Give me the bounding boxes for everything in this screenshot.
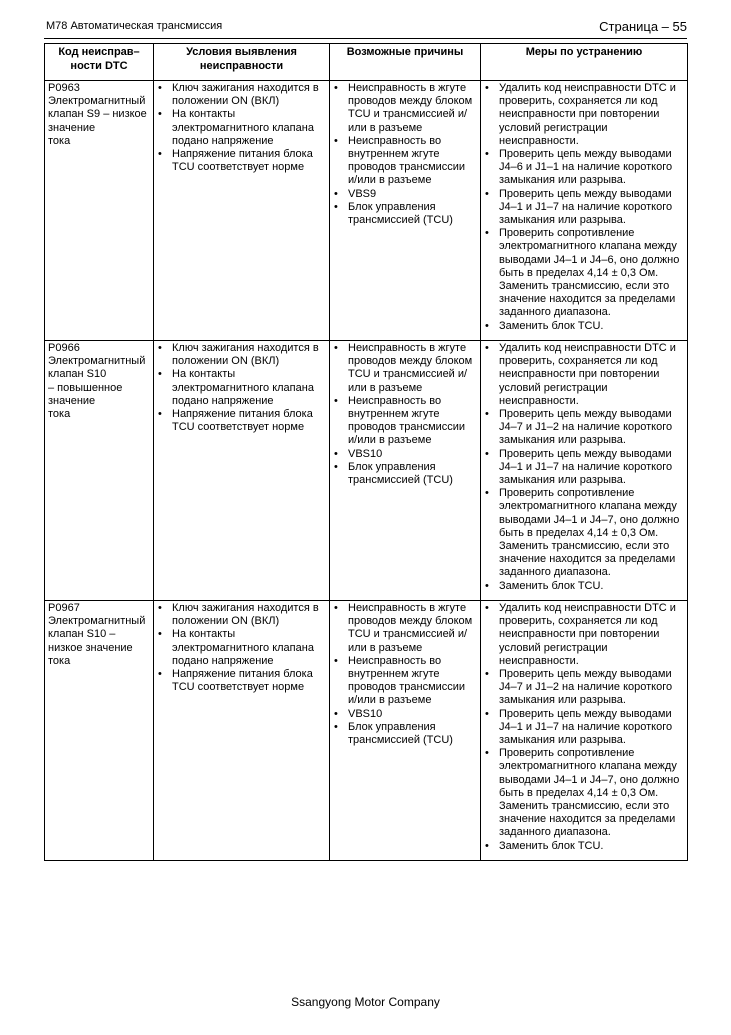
conditions-cell: [154, 601, 330, 861]
dtc-code-text: P0966 Электромагнитный клапан S10 – повышенное значение тока: [48, 342, 146, 421]
dtc-code-cell: [45, 81, 154, 341]
table-row: [45, 601, 688, 861]
condition-item: • Ключ зажигания находится в положении ON (ВКЛ): [157, 82, 326, 108]
action-item: • Удалить код неисправности DTC и проверить, сохраняется ли код неисправности при повторении условий регистрации неисправности.: [484, 602, 684, 668]
causes-list: [333, 342, 477, 487]
action-item: • Проверить цепь между выводами J4–6 и J1–1 на наличие короткого замыкания или разрыва.: [484, 148, 684, 188]
column-header-conditions-line: Условия выявления: [186, 46, 297, 58]
actions-cell: [481, 601, 688, 861]
action-item: • Проверить цепь между выводами J4–7 и J1–2 на наличие короткого замыкания или разрыва.: [484, 408, 684, 448]
action-item: • Удалить код неисправности DTC и проверить, сохраняется ли код неисправности при повторении условий регистрации неисправности.: [484, 342, 684, 408]
actions-list: [484, 82, 684, 333]
cause-item: • Неисправность во внутреннем жгуте проводов трансмиссии и/или в разъеме: [333, 395, 477, 448]
action-item: • Проверить сопротивление электромагнитного клапана между выводами J4–1 и J4–7, оно должно быть в пределах 4,14 ± 0,3 Ом. Заменить трансмиссию, если это значение находится за пределами заданного диапазона.: [484, 747, 684, 839]
column-header-conditions-line: неисправности: [199, 60, 284, 72]
column-header-conditions: [154, 44, 330, 81]
document-title: M78 Автоматическая трансмиссия: [46, 20, 223, 32]
action-item: • Проверить цепь между выводами J4–7 и J1–2 на наличие короткого замыкания или разрыва.: [484, 668, 684, 708]
causes-cell: [330, 341, 481, 601]
column-header-code-line: Код неисправ–: [58, 46, 140, 58]
action-item: • Проверить сопротивление электромагнитного клапана между выводами J4–1 и J4–7, оно должно быть в пределах 4,14 ± 0,3 Ом. Заменить трансмиссию, если это значение находится за пределами заданного диапазона.: [484, 487, 684, 579]
cause-item: • Блок управления трансмиссией (TCU): [333, 721, 477, 747]
actions-list: [484, 342, 684, 593]
conditions-list: [157, 82, 326, 174]
condition-item: • Напряжение питания блока TCU соответствует норме: [157, 668, 326, 694]
cause-item: • Неисправность во внутреннем жгуте проводов трансмиссии и/или в разъеме: [333, 135, 477, 188]
action-item: • Заменить блок TCU.: [484, 840, 684, 853]
condition-item: • На контакты электромагнитного клапана подано напряжение: [157, 628, 326, 668]
dtc-code-text: P0963 Электромагнитный клапан S9 – низкое значение тока: [48, 82, 147, 147]
conditions-list: [157, 602, 326, 694]
footer-company: Ssangyong Motor Company: [291, 995, 440, 1009]
dtc-code-cell: [45, 601, 154, 861]
causes-cell: [330, 601, 481, 861]
condition-item: • На контакты электромагнитного клапана подано напряжение: [157, 368, 326, 408]
causes-list: [333, 82, 477, 227]
causes-list: [333, 602, 477, 747]
cause-item: • Неисправность в жгуте проводов между блоком TCU и трансмиссией и/или в разъеме: [333, 602, 477, 655]
cause-item: • VBS10: [333, 708, 477, 721]
action-item: • Проверить цепь между выводами J4–1 и J1–7 на наличие короткого замыкания или разрыва.: [484, 708, 684, 748]
cause-item: • VBS9: [333, 188, 477, 201]
condition-item: • Напряжение питания блока TCU соответствует норме: [157, 148, 326, 174]
cause-item: • Неисправность во внутреннем жгуте проводов трансмиссии и/или в разъеме: [333, 655, 477, 708]
conditions-cell: [154, 341, 330, 601]
page-number: Страница – 55: [599, 19, 687, 34]
cause-item: • VBS10: [333, 448, 477, 461]
table-row: [45, 81, 688, 341]
dtc-code-cell: [45, 341, 154, 601]
actions-cell: [481, 341, 688, 601]
dtc-table: [44, 43, 688, 861]
actions-list: [484, 602, 684, 853]
column-header-code: [45, 44, 154, 81]
cause-item: • Блок управления трансмиссией (TCU): [333, 461, 477, 487]
conditions-cell: [154, 81, 330, 341]
action-item: • Проверить цепь между выводами J4–1 и J1–7 на наличие короткого замыкания или разрыва.: [484, 448, 684, 488]
condition-item: • Ключ зажигания находится в положении ON (ВКЛ): [157, 602, 326, 628]
table-header-row: [45, 44, 688, 81]
column-header-causes: Возможные причины: [330, 44, 481, 81]
actions-cell: [481, 81, 688, 341]
action-item: • Проверить цепь между выводами J4–1 и J1–7 на наличие короткого замыкания или разрыва.: [484, 188, 684, 228]
table-row: [45, 341, 688, 601]
conditions-list: [157, 342, 326, 434]
condition-item: • На контакты электромагнитного клапана подано напряжение: [157, 108, 326, 148]
condition-item: • Ключ зажигания находится в положении ON (ВКЛ): [157, 342, 326, 368]
action-item: • Заменить блок TCU.: [484, 580, 684, 593]
header-divider: [44, 38, 687, 39]
action-item: • Заменить блок TCU.: [484, 320, 684, 333]
causes-cell: [330, 81, 481, 341]
column-header-actions: Меры по устранению: [481, 44, 688, 81]
condition-item: • Напряжение питания блока TCU соответствует норме: [157, 408, 326, 434]
cause-item: • Блок управления трансмиссией (TCU): [333, 201, 477, 227]
dtc-code-text: P0967 Электромагнитный клапан S10 – низкое значение тока: [48, 602, 146, 667]
action-item: • Удалить код неисправности DTC и проверить, сохраняется ли код неисправности при повторении условий регистрации неисправности.: [484, 82, 684, 148]
action-item: • Проверить сопротивление электромагнитного клапана между выводами J4–1 и J4–6, оно должно быть в пределах 4,14 ± 0,3 Ом. Заменить трансмиссию, если это значение находится за пределами заданного диапазона.: [484, 227, 684, 319]
column-header-code-line: ности DTC: [70, 60, 128, 72]
cause-item: • Неисправность в жгуте проводов между блоком TCU и трансмиссией и/или в разъеме: [333, 342, 477, 395]
cause-item: • Неисправность в жгуте проводов между блоком TCU и трансмиссией и/или в разъеме: [333, 82, 477, 135]
